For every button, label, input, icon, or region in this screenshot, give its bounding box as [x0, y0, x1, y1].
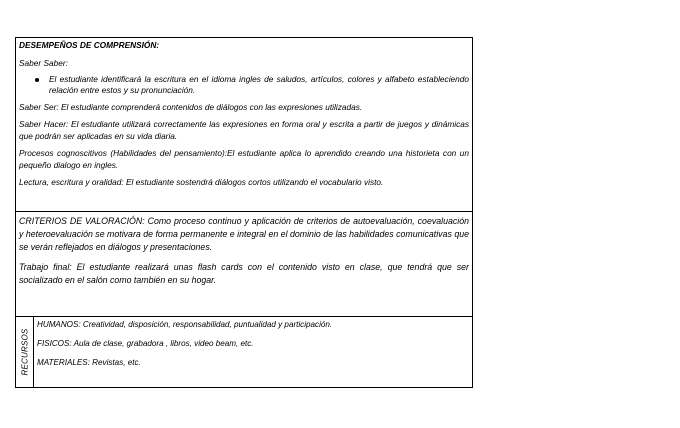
recursos-humanos-text: HUMANOS: Creatividad, disposición, responsabilidad, puntualidad y participación. [37, 320, 333, 329]
planning-table [15, 37, 473, 388]
desempenos-title: DESEMPEÑOS DE COMPRENSIÓN: [19, 40, 160, 50]
recursos-label-cell [16, 317, 34, 387]
saber-hacer-text: Saber Hacer: El estudiante utilizará correctamente las expresiones en forma oral y escrita a partir de juegos y dinámicas que podrán ser aplicadas en su vida diaria. [19, 119, 469, 141]
desempenos-section [16, 38, 472, 212]
trabajo-final-text: Trabajo final: El estudiante realizará unas flash cards con el contenido visto en clase, que tendrá que ser socializado en el salón como también en su hogar. [19, 262, 469, 285]
recursos-section [16, 317, 472, 387]
saber-saber-label: Saber Saber: [19, 58, 68, 68]
recursos-content [34, 317, 335, 387]
criterios-valoracion-text: CRITERIOS DE VALORACIÓN: Como proceso continuo y aplicación de criterios de autoevaluación, coevaluación y heteroevaluación se motivara de forma permanente e integral en el dominio de las habilidades comunicativas que se verán reflejados en diálogos y presentaciones. [19, 216, 469, 252]
procesos-cognoscitivos-text: Procesos cognoscitivos (Habilidades del pensamiento):El estudiante aplica lo aprendido creando una historieta con un pequeño dialogo en ingles. [19, 148, 469, 170]
recursos-fisicos-text: FISICOS: Aula de clase, grabadora , libros, video beam, etc. [37, 339, 254, 348]
recursos-label: RECURSOS [20, 328, 29, 376]
saber-saber-bullet-text: El estudiante identificará la escritura en el idioma ingles de saludos, artículos, colores y alfabeto estableciendo relación entre estos y su pronunciación. [49, 73, 469, 95]
criterios-section [16, 212, 472, 317]
list-item [35, 74, 469, 97]
saber-ser-text: Saber Ser: El estudiante comprenderá contenidos de diálogos con las expresiones utilizadas. [19, 101, 363, 112]
recursos-materiales-text: MATERIALES: Revistas, etc. [37, 358, 141, 367]
bullet-icon [35, 78, 39, 82]
lectura-escritura-text: Lectura, escritura y oralidad: El estudiante sostendrá diálogos cortos utilizando el vocabulario visto. [19, 177, 384, 187]
saber-saber-list [19, 74, 469, 97]
